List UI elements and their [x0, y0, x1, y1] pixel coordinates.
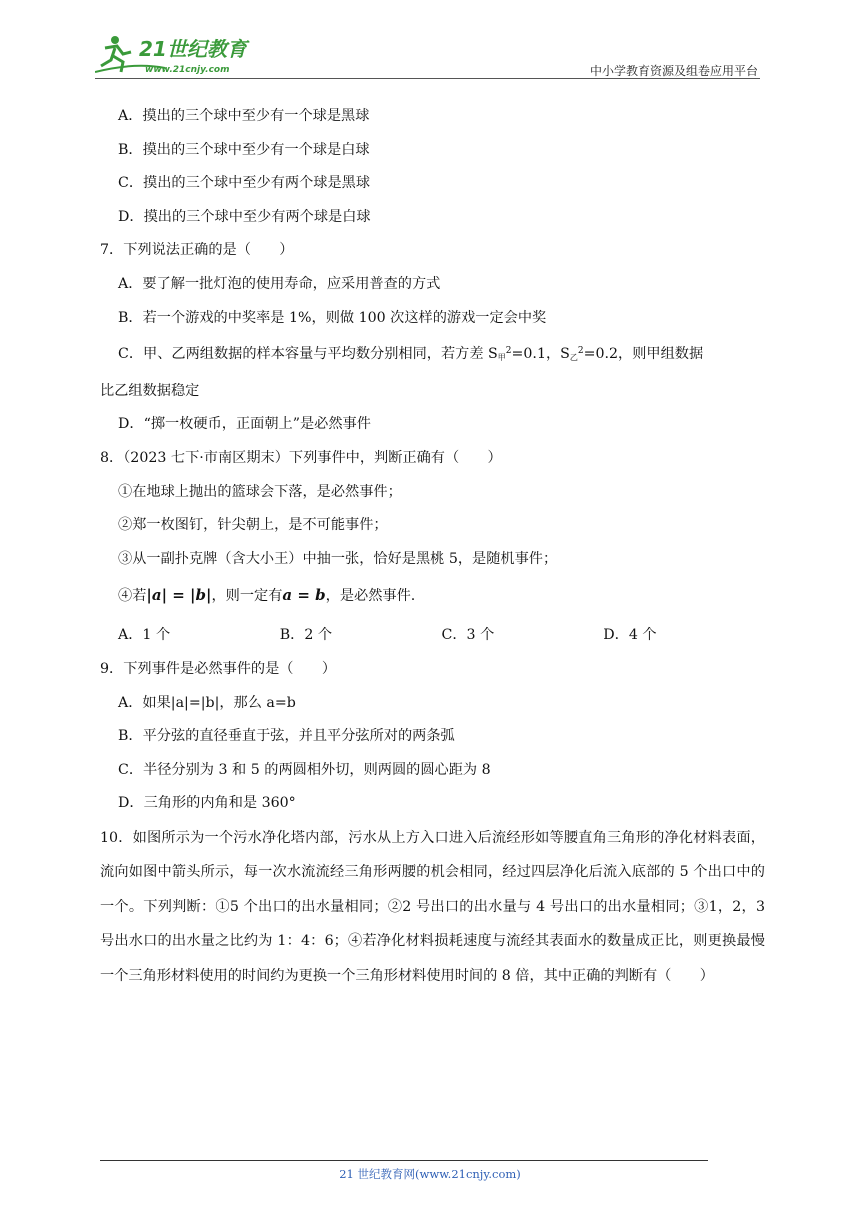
- q8-stem: 8．（2023 七下·市南区期末）下列事件中，判断正确有（ ）: [100, 449, 502, 466]
- q6-option-d: D．摸出的三个球中至少有两个球是白球: [118, 208, 371, 225]
- header-divider: [95, 78, 760, 79]
- q9-stem: 9．下列事件是必然事件的是（ ）: [100, 660, 337, 677]
- q9-option-d: D．三角形的内角和是 360°: [118, 795, 296, 812]
- q8-options: [100, 619, 765, 653]
- q7-option-a: A．要了解一批灯泡的使用寿命，应采用普查的方式: [118, 275, 441, 292]
- q8-option-b: B．2 个: [279, 627, 333, 644]
- page-header: [95, 28, 760, 78]
- q10-text: 10．如图所示为一个污水净化塔内部，污水从上方入口进入后流经形如等腰直角三角形的净化材料表面，流向如图中箭头所示，每一次水流流经三角形两腰的机会相同，经过四层净化后流入底部的 5 个出口中的一个。下列判断：①5 个出口的出水量相同；②2 号出口的出水量与 4 号出口的出水量相同；③1，2，3 号出水口的出水量之比约为 1：4：6；④若净化材料损耗速度与流经其表面水的数量成正比，则更换最慢一个三角形材料使用的时间约为更换一个三角形材料使用时间的 8 倍，其中正确的判断有（ ）: [100, 829, 765, 984]
- q8-statement-3: ③从一副扑克牌（含大小王）中抽一张，恰好是黑桃 5，是随机事件；: [118, 550, 558, 567]
- q6-option-c: C．摸出的三个球中至少有两个球是黑球: [118, 175, 371, 192]
- q7-option-b: B．若一个游戏的中奖率是 1%，则做 100 次这样的游戏一定会中奖: [118, 309, 547, 326]
- q8-option-a: A．1 个: [118, 627, 171, 644]
- footer-divider: [100, 1160, 708, 1161]
- q9-option-c: C．半径分别为 3 和 5 的两圆相外切，则两圆的圆心距为 8: [118, 761, 491, 778]
- q7-option-c-cont: 比乙组数据稳定: [100, 382, 200, 399]
- q9-option-a: A．如果|a|=|b|，那么 a=b: [118, 694, 296, 711]
- logo-url: www.21cnjy.com: [145, 65, 230, 75]
- q7-option-d: D．“掷一枚硬币，正面朝上”是必然事件: [118, 416, 371, 433]
- math-a-eq-b: a = b: [282, 586, 326, 605]
- q9-option-b: B．平分弦的直径垂直于弦，并且平分弦所对的两条弧: [118, 728, 455, 745]
- q8-statement-4: ④若|a| = |b|，则一定有a = b，是必然事件.: [118, 586, 416, 605]
- footer-source: 21 世纪教育网(www.21cnjy.com): [339, 1167, 521, 1181]
- q7-option-c: C．甲、乙两组数据的样本容量与平均数分别相同，若方差 $S_甲^2=0.1$，$S_乙^2=0.2$，则甲组数据: [118, 346, 704, 363]
- question-content: [100, 100, 765, 993]
- q7-stem: 7．下列说法正确的是（ ）: [100, 242, 294, 259]
- q8-option-c: C．3 个: [441, 627, 495, 644]
- logo-text: 21世纪教育: [139, 37, 247, 61]
- q8-statement-2: ②郑一枚图钉，针尖朝上，是不可能事件；: [118, 517, 388, 534]
- math-abs-eq: |a| = |b|: [146, 586, 212, 605]
- q6-option-b: B．摸出的三个球中至少有一个球是白球: [118, 141, 370, 158]
- q8-option-d: D．4 个: [603, 627, 657, 644]
- q6-option-a: A．摸出的三个球中至少有一个球是黑球: [118, 108, 370, 124]
- q8-statement-1: ①在地球上抛出的篮球会下落，是必然事件；: [118, 483, 402, 500]
- platform-name: 中小学教育资源及组卷应用平台: [589, 64, 758, 78]
- logo-21cnjy: [95, 32, 265, 76]
